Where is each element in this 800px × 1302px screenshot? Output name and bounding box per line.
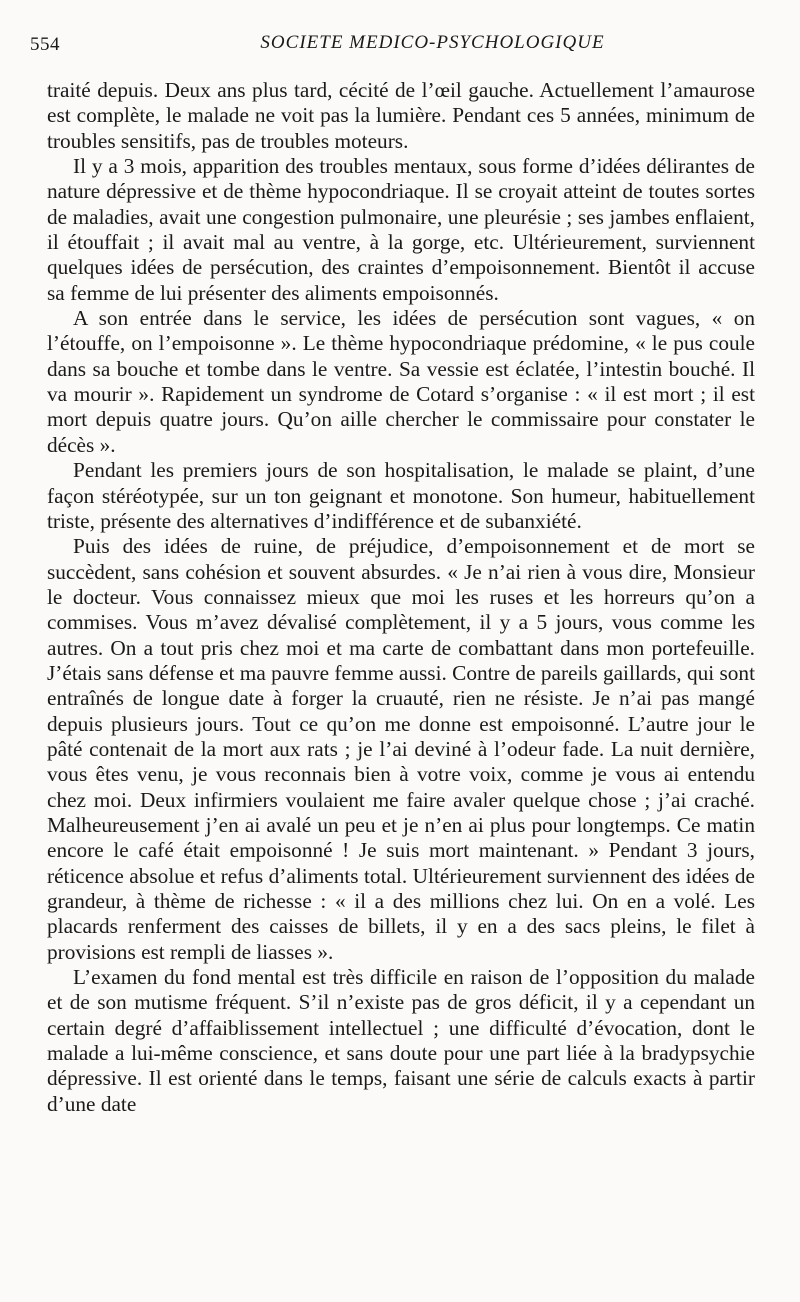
paragraph: traité depuis. Deux ans plus tard, cécité de l’œil gauche. Actuellement l’amaurose est complète, le malade ne voit pas la lumière. Pendant ces 5 années, minimum de troubles sensitifs, pas de troubles moteurs. <box>47 78 755 153</box>
paragraph: L’examen du fond mental est très difficile en raison de l’opposition du malade et de son mutisme fréquent. S’il n’existe pas de gros déficit, il y a cependant un certain degré d’affaiblissement intellectuel ; une difficulté d’évocation, dont le malade a lui-même conscience, et sans doute pour une part liée à la bradypsychie dépressive. Il est orienté dans le temps, faisant une série de calculs exacts à partir d’une date <box>47 965 755 1116</box>
paragraph: Pendant les premiers jours de son hospitalisation, le malade se plaint, d’une façon stéréotypée, sur un ton geignant et monotone. Son humeur, habituellement triste, présente des alternatives d’indifférence et de subanxiété. <box>47 458 755 533</box>
running-head: SOCIETE MEDICO-PSYCHOLOGIQUE <box>260 32 605 53</box>
page-header <box>30 30 775 60</box>
page-number: 554 <box>30 34 60 55</box>
paragraph: Il y a 3 mois, apparition des troubles mentaux, sous forme d’idées délirantes de nature dépressive et de thème hypocondriaque. Il se croyait atteint de toutes sortes de maladies, avait une congestion pulmonaire, une pleurésie ; ses jambes enflaient, il étouffait ; il avait mal au ventre, à la gorge, etc. Ultérieurement, surviennent quelques idées de persécution, des craintes d’empoisonnement. Bientôt il accuse sa femme de lui présenter des aliments empoisonnés. <box>47 154 755 305</box>
body-text <box>47 78 755 1117</box>
paragraph: A son entrée dans le service, les idées de persécution sont vagues, « on l’étouffe, on l’empoisonne ». Le thème hypocondriaque prédomine, « le pus coule dans sa bouche et tombe dans le ventre. Sa vessie est éclatée, l’intestin bouché. Il va mourir ». Rapidement un syndrome de Cotard s’organise : « il est mort ; il est mort depuis quatre jours. Qu’on aille chercher le commissaire pour constater le décès ». <box>47 306 755 457</box>
paragraph: Puis des idées de ruine, de préjudice, d’empoisonnement et de mort se succèdent, sans cohésion et souvent absurdes. « Je n’ai rien à vous dire, Monsieur le docteur. Vous connaissez mieux que moi les ruses et les horreurs qu’on a commises. Vous m’avez dévalisé complètement, il y a 5 jours, vous comme les autres. On a tout pris chez moi et ma carte de combattant dans mon portefeuille. J’étais sans défense et ma pauvre femme aussi. Contre de pareils gaillards, qui sont entraînés de longue date à forger la cruauté, rien ne résiste. Je n’ai pas mangé depuis plusieurs jours. Tout ce qu’on me donne est empoisonné. L’autre jour le pâté contenait de la mort aux rats ; je l’ai deviné à l’odeur fade. La nuit dernière, vous êtes venu, je vous reconnais bien à votre voix, comme je vous ai entendu chez moi. Deux infirmiers voulaient me faire avaler quelque chose ; j’ai craché. Malheureusement j’en ai avalé un peu et je n’en ai plus pour longtemps. Ce matin encore le café était empoisonné ! Je suis mort maintenant. » Pendant 3 jours, réticence absolue et refus d’aliments total. Ultérieurement surviennent des idées de grandeur, à thème de richesse : « il a des millions chez lui. On en a volé. Les placards renferment des caisses de billets, il y en a des sacs pleins, le filet à provisions est rempli de liasses ». <box>47 534 755 964</box>
